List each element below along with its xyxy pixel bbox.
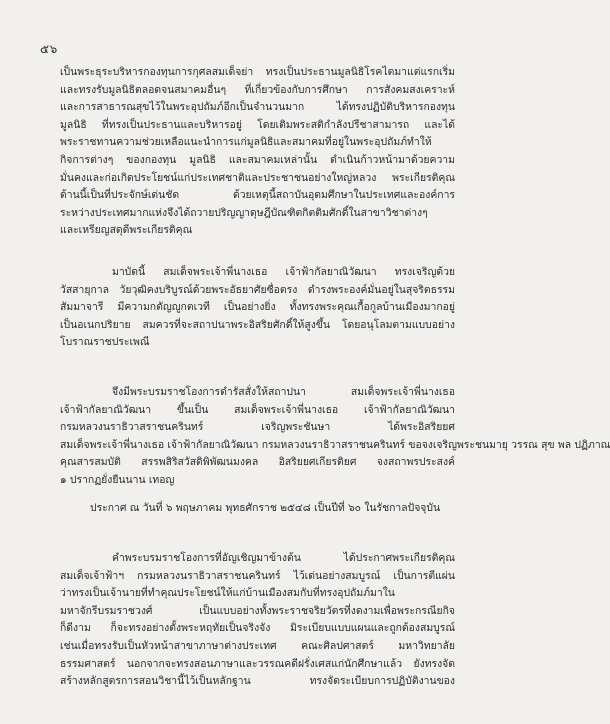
text-line: พระราชทานความช่วยเหลือแนะนำการแก่มูลนิธิและสมาคมที่อยู่ในพระอุปถัมภ์ทำให้ [60,136,432,149]
text-line: โบราณราชประเพณี [60,336,150,349]
text-line: กรมหลวงนราธิวาสราชนครินทร์ เจริญพระชันษา ได้พระอิสริยยศ [60,421,455,434]
text-line: มั่นคงและก่อเกิดประโยชน์แก่ประเทศชาติและประชาชนอย่างใหญ่หลวง พระเกียรติคุณ [60,171,455,184]
text-line: ก็ดีงาม ก็จะทรงอย่างตั้งพระหฤทัยเป็นจริงจัง มิระเบียบแบบแผนและถูกต้องสมบูรณ์ [60,622,455,635]
proclamation-date [60,500,455,518]
text-line: เป็นพระธุระบริหารกองทุนการกุศลสมเด็จย่า ทรงเป็นประธานมูลนิธิโรคไตมาแต่แรกเริ่ม [60,66,455,78]
text-line: สมเด็จเจ้าฟ้าฯ กรมหลวงนราธิวาสราชนครินทร์ ไว้เด่นอย่างสมบูรณ์ เป็นการตีแผ่น [60,569,455,582]
text-line: คุณสารสมบัติ สรรพสิริสวัสดิพิพัฒนมงคล อิสริยยศเกียรติยศ จงสถาพรประสงค์ [60,456,455,469]
text-line: และการสาธารณสุขไว้ในพระอุปถัมภ์อีกเป็นจำนวนมาก ได้ทรงปฏิบัติบริหารกองทุน [60,101,455,114]
text-line: มูลนิธิ ที่ทรงเป็นประธานและบริหารอยู่ โดยเติมพระสติกำลังปรีชาสามารถ และได้ [60,118,455,131]
text-line: สร้างหลักสูตรการสอนวิชานี้ไว้เป็นหลักฐาน ทรงจัดระเบียบการปฏิบัติงานของ [60,675,455,688]
text-line: และเหรียญสดุดีพระเกียรติคุณ [60,224,193,237]
body-paragraph-5 [60,550,455,691]
text-line: ๑ ปรากฏยั่งยืนนาน เทอญ [60,473,175,486]
text-line: วัสสายุกาล วัยวุฒิคงบริบูรณ์ด้วยพระอัธยาศัยซื่อตรง ดำรงพระองค์มั่นอยู่ในสุจริตธรรม [60,283,455,296]
text-line: เจ้าฟ้ากัลยาณิวัฒนา ขึ้นเป็น สมเด็จพระเจ้าพี่นางเธอ เจ้าฟ้ากัลยาณิวัฒนา [60,403,455,416]
text-line: ว่าทรงเป็นเจ้านายที่ทำคุณประโยชน์ให้แก่บ้านเมืองสมกับที่ทรงอุปถัมภ์มาใน [60,587,395,600]
body-paragraph-2 [60,264,455,352]
text-line: ธรรมศาสตร์ นอกจากจะทรงสอนภาษาและวรรณคดีฝรั่งเศสแก่นักศึกษาแล้ว ยังทรงจัด [60,657,455,670]
text-line: คำพระบรมราชโองการที่อัญเชิญมาข้างต้น ได้ประกาศพระเกียรติคุณ [112,552,455,564]
text-line: เช่นเมื่อทรงรับเป็นหัวหน้าสาขาภาษาต่างประเทศ คณะศิลปศาสตร์ มหาวิทยาลัย [60,639,455,652]
text-line: มหาจักรีบรมราชวงศ์ เป็นแบบอย่างทั้งพระราชจริยวัตรที่งดงามเพื่อพระกรณียกิจ [60,604,455,617]
text-line: ด้านนี้เป็นที่ประจักษ์เด่นชัด ด้วยเหตุนี้สถาบันอุดมศึกษาในประเทศและองค์การ [60,189,455,202]
text-line: สมเด็จพระเจ้าพี่นางเธอ เจ้าฟ้ากัลยาณิวัฒนา กรมหลวงนราธิวาสราชนครินทร์ ขอจงเจริญพระชนมายุ วรรณ สุข พล ปฏิภาณ [60,438,610,451]
text-line: เป็นอเนกปริยาย สมควรที่จะสถาปนาพระอิสริยศักดิ์ให้สูงขึ้น โดยอนุโลมตามแบบอย่าง [60,318,455,331]
text-line: กิจการต่างๆ ของกองทุน มูลนิธิ และสมาคมเหล่านั้น ดำเนินก้าวหน้ามาด้วยความ [60,153,455,166]
text-line: และทรงรับมูลนิธิตลอดจนสมาคมอื่นๆ ที่เกี่ยวข้องกับการศึกษา การสังคมสงเคราะห์ [60,83,455,96]
body-paragraph-1 [60,64,455,240]
text-line: จึงมีพระบรมราชโองการดำรัสสั่งให้สถาปนา สมเด็จพระเจ้าพี่นางเธอ [112,386,455,398]
text-line: ประกาศ ณ วันที่ ๖ พฤษภาคม พุทธศักราช ๒๕๔๘ เป็นปีที่ ๖๐ ในรัชกาลปัจจุบัน [90,502,441,514]
text-line: สัมมาจารี มีความกตัญญูกตเวที เป็นอย่างยิ่ง ทั้งทรงพระคุณเกื้อกูลบ้านเมืองมากอยู่ [60,301,455,314]
body-paragraph-3 [60,384,610,490]
text-line: มาบัดนี้ สมเด็จพระเจ้าพี่นางเธอ เจ้าฟ้ากัลยาณิวัฒนา ทรงเจริญด้วย [112,266,455,278]
page-number: ๕๖ [40,42,58,56]
text-line: ระหว่างประเทศมากแห่งจึงได้ถวายปริญญาดุษฎีบัณฑิตกิตติมศักดิ์ในสาขาวิชาต่างๆ [60,206,428,219]
